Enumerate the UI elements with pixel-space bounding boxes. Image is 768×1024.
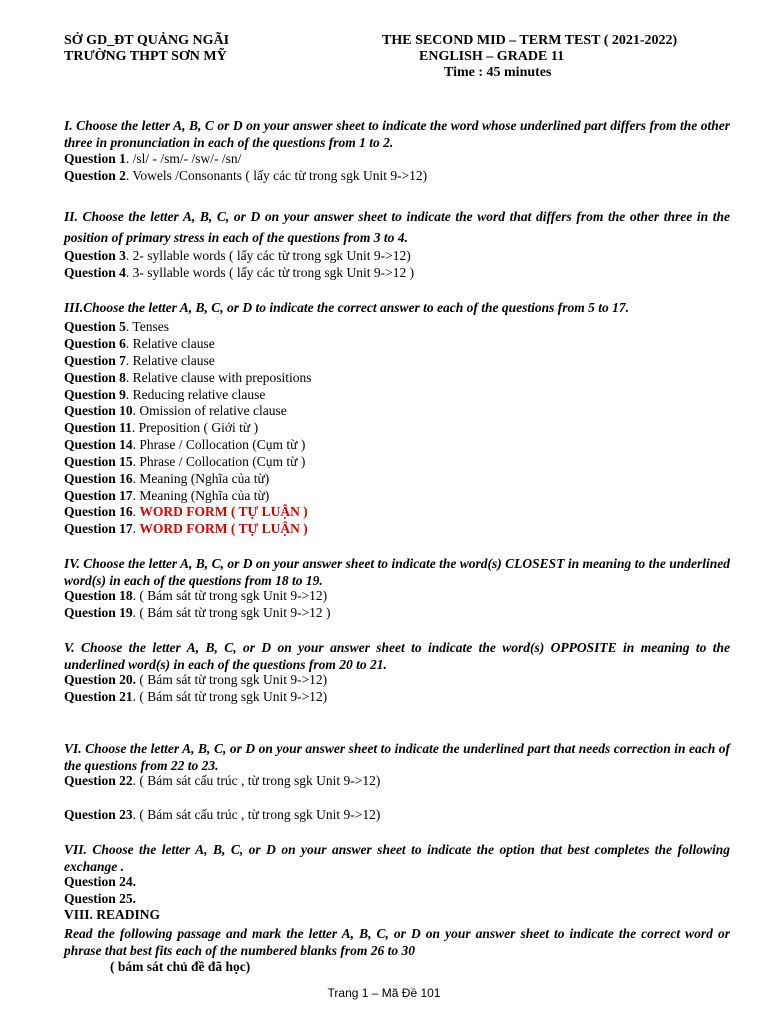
question-line	[64, 168, 730, 185]
test-header	[382, 33, 677, 81]
question-label: Question 9	[64, 387, 126, 402]
question-line	[64, 437, 730, 454]
question-line	[64, 588, 730, 605]
question-line	[64, 874, 730, 891]
question-line	[64, 689, 730, 706]
question-label: Question 19	[64, 605, 133, 620]
question-label: Question 4	[64, 265, 126, 280]
question-text: . Phrase / Collocation (Cụm từ )	[132, 454, 306, 469]
question-text: . Vowels /Consonants ( lấy các từ trong sgk Unit 9->12)	[125, 168, 428, 183]
question-line	[64, 521, 730, 538]
question-text: .	[132, 874, 137, 889]
question-text: . Relative clause	[125, 336, 215, 351]
question-label: Question 25	[64, 891, 133, 906]
question-text: . Phrase / Collocation (Cụm từ )	[132, 437, 306, 452]
question-line	[64, 504, 730, 521]
section-7-instruction: VII. Choose the letter A, B, C, or D on your answer sheet to indicate the option that best completes the following exchange .	[64, 842, 730, 874]
question-label: Question 17	[64, 488, 133, 503]
question-text: .	[132, 504, 140, 519]
question-text: . Reducing relative clause	[125, 387, 266, 402]
question-text: . Relative clause with prepositions	[125, 370, 312, 385]
word-form-label: WORD FORM ( TỰ LUẬN )	[139, 504, 308, 519]
school-name: TRƯỜNG THPT SƠN MỸ	[64, 49, 227, 64]
question-label: Question 22	[64, 773, 133, 788]
question-label: Question 1	[64, 151, 126, 166]
section-1-instruction: I. Choose the letter A, B, C or D on your answer sheet to indicate the word whose underlined part differs from the other three in pronunciation in each of the questions from 1 to 2.	[64, 118, 730, 150]
question-text: . Omission of relative clause	[132, 403, 287, 418]
question-label: Question 5	[64, 319, 126, 334]
question-line	[64, 336, 730, 353]
question-line	[64, 773, 730, 790]
section-6-instruction: VI. Choose the letter A, B, C, or D on your answer sheet to indicate the underlined part that needs correction in each of the questions from 22 to 23.	[64, 741, 730, 773]
question-line	[64, 891, 730, 908]
question-label: Question 7	[64, 353, 126, 368]
section-5-instruction: V. Choose the letter A, B, C, or D on your answer sheet to indicate the word(s) OPPOSITE in meaning to the underlined word(s) in each of the questions from 20 to 21.	[64, 640, 730, 672]
question-line	[64, 471, 730, 488]
question-text: . Relative clause	[125, 353, 215, 368]
question-label: Question 8	[64, 370, 126, 385]
question-line	[64, 265, 730, 282]
question-line	[64, 319, 730, 336]
question-line	[64, 248, 730, 265]
question-label: Question 23	[64, 807, 133, 822]
reading-section-title: VIII. READING	[64, 907, 161, 922]
section-2-instruction: II. Choose the letter A, B, C, or D on your answer sheet to indicate the word that differs from the other three in the position of primary stress in each of the questions from 3 to 4.	[64, 209, 730, 245]
question-label: Question 21	[64, 689, 133, 704]
question-text: . ( Bám sát cấu trúc , từ trong sgk Unit 9->12)	[132, 807, 381, 822]
school-header	[64, 33, 229, 65]
question-label: Question 16	[64, 471, 133, 486]
question-text: . /sl/ - /sm/- /sw/- /sn/	[125, 151, 242, 166]
question-text: . Preposition ( Giới từ )	[131, 420, 259, 435]
question-text: .	[132, 891, 137, 906]
question-line	[64, 807, 730, 824]
word-form-label: WORD FORM ( TỰ LUẬN )	[139, 521, 308, 536]
question-label: Question 18	[64, 588, 133, 603]
question-text: . Meaning (Nghĩa của từ)	[132, 471, 270, 486]
question-label: Question 20.	[64, 672, 137, 687]
section-4-instruction: IV. Choose the letter A, B, C, or D on your answer sheet to indicate the word(s) CLOSEST in meaning to the underlined word(s) in each of the questions from 18 to 19.	[64, 556, 730, 588]
question-text: . ( Bám sát từ trong sgk Unit 9->12)	[132, 689, 328, 704]
question-text: .	[132, 521, 140, 536]
question-line	[64, 605, 730, 622]
question-line	[64, 403, 730, 420]
question-text: . ( Bám sát cấu trúc , từ trong sgk Unit 9->12)	[132, 773, 381, 788]
question-label: Question 3	[64, 248, 126, 263]
question-text: . Tenses	[125, 319, 169, 334]
question-label: Question 24	[64, 874, 133, 889]
question-text: . 3- syllable words ( lấy các từ trong sgk Unit 9->12 )	[125, 265, 415, 280]
question-line	[64, 420, 730, 437]
question-text: . ( Bám sát từ trong sgk Unit 9->12 )	[132, 605, 331, 620]
section-3-instruction: III.Choose the letter A, B, C, or D to indicate the correct answer to each of the questions from 5 to 17.	[64, 300, 630, 315]
question-label: Question 11	[64, 420, 132, 435]
department-name: SỞ GD_ĐT QUẢNG NGÃI	[64, 33, 230, 48]
page-footer: Trang 1 – Mã Đề 101	[327, 986, 441, 1000]
question-line	[64, 387, 730, 404]
question-text: . 2- syllable words ( lấy các từ trong sgk Unit 9->12)	[125, 248, 411, 263]
question-label: Question 14	[64, 437, 133, 452]
question-line	[64, 672, 730, 689]
question-line	[64, 353, 730, 370]
test-title: THE SECOND MID – TERM TEST ( 2021-2022)	[382, 33, 678, 48]
question-label: Question 17	[64, 521, 133, 536]
question-label: Question 6	[64, 336, 126, 351]
question-text: ( Bám sát từ trong sgk Unit 9->12)	[136, 672, 328, 687]
reading-note: ( bám sát chủ đề đã học)	[110, 959, 251, 974]
question-line	[64, 488, 730, 505]
time-limit: Time : 45 minutes	[444, 65, 552, 80]
question-text: . ( Bám sát từ trong sgk Unit 9->12)	[132, 588, 328, 603]
question-label: Question 15	[64, 454, 133, 469]
subject-grade: ENGLISH – GRADE 11	[419, 49, 565, 64]
section-8-instruction: Read the following passage and mark the letter A, B, C, or D on your answer sheet to indicate the correct word or phrase that best fits each of the numbered blanks from 26 to 30	[64, 926, 730, 958]
question-line	[64, 370, 730, 387]
question-line	[64, 151, 730, 168]
question-label: Question 2	[64, 168, 126, 183]
question-line	[64, 454, 730, 471]
question-label: Question 16	[64, 504, 133, 519]
question-label: Question 10	[64, 403, 133, 418]
question-text: . Meaning (Nghĩa của từ)	[132, 488, 270, 503]
